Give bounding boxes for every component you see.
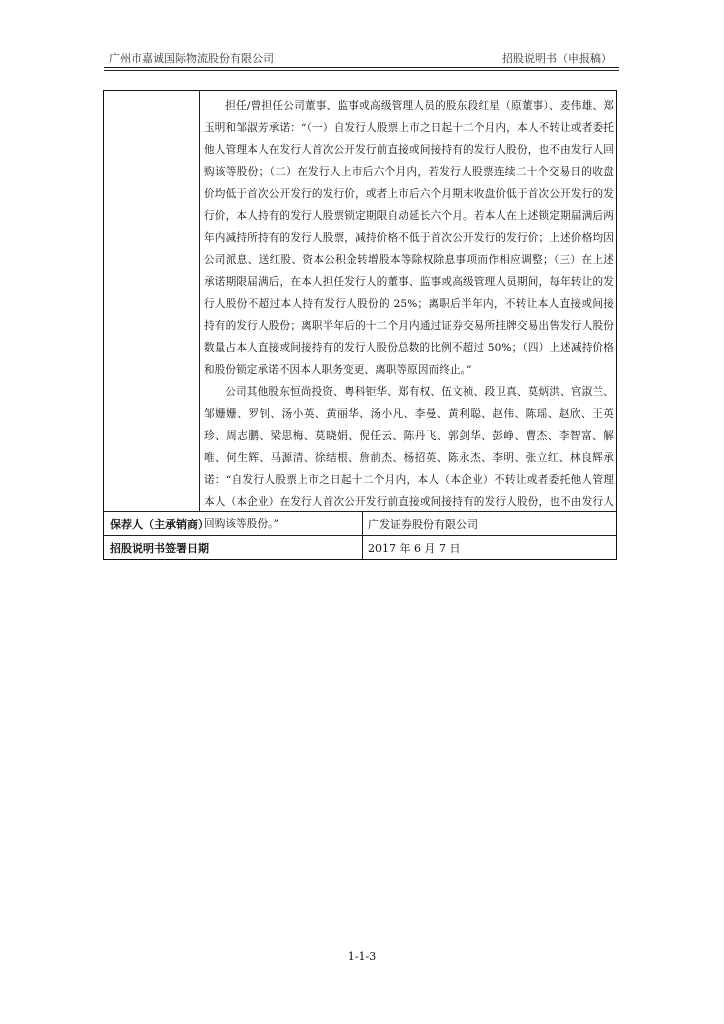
table-column-divider: [199, 91, 200, 511]
sponsor-label: 保荐人（主承销商）: [110, 518, 209, 531]
info-table: [103, 90, 617, 560]
sponsor-value: 广发证券股份有限公司: [368, 518, 478, 531]
table-row-divider: [104, 535, 616, 536]
signing-date-label: 招股说明书签署日期: [110, 542, 209, 555]
paragraph-other-shareholders-commitment: 公司其他股东恒尚投资、粤科钜华、郑有权、伍文祯、段卫真、莫炳洪、官淑兰、邹姗姗、罗钊、汤小英、黄丽华、汤小凡、李曼、黄利聪、赵伟、陈瑶、赵欣、王英珍、周志鹏、梁思梅、莫晓娟、倪任云、陈丹飞、郭剑华、彭峥、曹杰、李智富、解唯、何生辉、马源清、徐结根、詹前杰、杨招英、陈永杰、李明、张立红、林良辉承诺：“自发行人股票上市之日起十二个月内，本人（本企业）不转让或者委托他人管理本人（本企业）在发行人首次公开发行前直接或间接持有的发行人股份，也不由发行人回购该等股份。”: [204, 386, 614, 530]
header-rule: [104, 67, 619, 68]
page-number: 1-1-3: [347, 950, 377, 963]
header-rule-thin: [104, 70, 619, 71]
paragraph-director-commitment: 担任/曾担任公司董事、监事或高级管理人员的股东段红星（原董事）、麦伟雄、郑玉明和邹淑芳承诺：“（一）自发行人股票上市之日起十二个月内，本人不转让或者委托他人管理本人在发行人首次公开发行前直接或间接持有的发行人股份，也不由发行人回购该等股份；（二）在发行人上市后六个月内，若发行人股票连续二十个交易日的收盘价均低于首次公开发行的发行价，或者上市后六个月期末收盘价低于首次公开发行的发行价，本人持有的发行人股票锁定期限自动延长六个月。若本人在上述锁定期届满后两年内减持所持有的发行人股票，减持价格不低于首次公开发行的发行价；上述价格均因公司派息、送红股、资本公积金转增股本等除权除息事项而作相应调整；（三）在上述承诺期限届满后，在本人担任发行人的董事、监事或高级管理人员期间，每年转让的发行人股份不超过本人持有发行人股份的 25%；离职后半年内，不转让本人直接或间接持有的发行人股份；离职半年后的十二个月内通过证券交易所挂牌交易出售发行人股份数量占本人直接或间接持有的发行人股份总数的比例不超过 50%；（四）上述减持价格和股份锁定承诺不因本人职务变更、离职等原因而终止。”: [204, 100, 614, 376]
signing-date-value: 2017 年 6 月 7 日: [368, 542, 461, 555]
header-document-title: 招股说明书（申报稿）: [502, 52, 612, 65]
lockup-commitment-text: [204, 95, 614, 535]
header-company-name: 广州市嘉诚国际物流股份有限公司: [109, 52, 274, 65]
